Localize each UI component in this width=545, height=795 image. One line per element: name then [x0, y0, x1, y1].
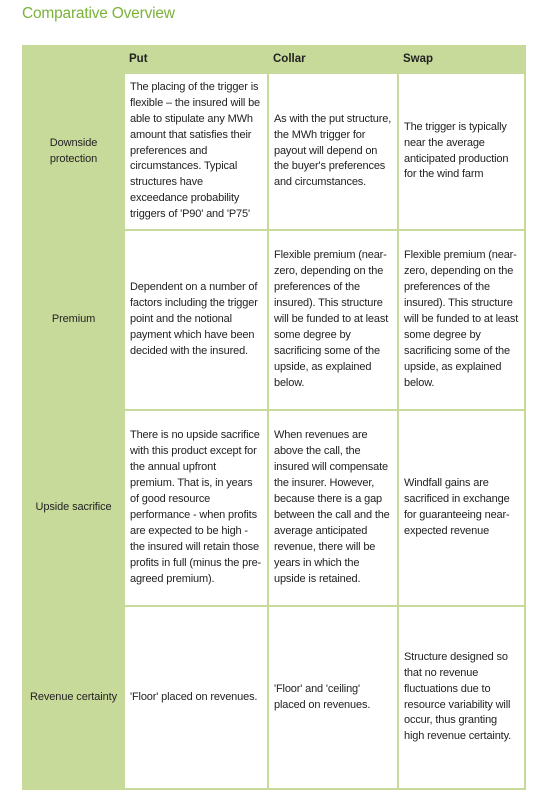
cell-collar-premium: Flexible premium (near-zero, depending on the preferences of the insured). This structure will be funded to at least some degree by sacrificing some of the upside, as explained below.: [268, 230, 398, 410]
cell-put-premium: Dependent on a number of factors including the trigger point and the notional payment which have been decided with the insured.: [124, 230, 268, 410]
table-row-downside-protection: [23, 73, 525, 230]
cell-swap-downside-protection: The trigger is typically near the average anticipated production for the wind farm: [398, 73, 525, 230]
cell-put-revenue-certainty: 'Floor' placed on revenues.: [124, 606, 268, 789]
table-row-revenue-certainty: [23, 606, 525, 789]
cell-collar-downside-protection: As with the put structure, the MWh trigger for payout will depend on the buyer's preferences and circumstances.: [268, 73, 398, 230]
table-row-upside-sacrifice: [23, 410, 525, 606]
column-header-put: Put: [129, 52, 148, 65]
cell-collar-revenue-certainty: 'Floor' and 'ceiling' placed on revenues.: [268, 606, 398, 789]
row-header-upside-sacrifice: Upside sacrifice: [35, 501, 112, 514]
cell-swap-premium: Flexible premium (near-zero, depending on the preferences of the insured). This structure will be funded to at least some degree by sacrificing some of the upside, as explained below.: [398, 230, 525, 410]
cell-put-downside-protection: The placing of the trigger is flexible – the insured will be able to stipulate any MWh amount that satisfies their preferences and circumstances. Typical structures have exceedance probability triggers of 'P90' and 'P75': [124, 73, 268, 230]
table-row-premium: [23, 230, 525, 410]
cell-collar-upside-sacrifice: When revenues are above the call, the insured will compensate the insurer. However, because there is a gap between the call and the average anticipated revenue, there will be years in which the upside is retained.: [268, 410, 398, 606]
row-header-revenue-certainty: Revenue certainty: [30, 690, 117, 703]
row-header-downside-protection: Downside protection: [49, 136, 98, 165]
column-header-swap: Swap: [403, 52, 434, 65]
page-title: Comparative Overview: [22, 5, 175, 22]
column-header-empty: [23, 46, 124, 73]
cell-put-upside-sacrifice: There is no upside sacrifice with this product except for the annual upfront premium. That is, in years of good resource performance - when profits are expected to be high - the insured will retain those profits in full (minus the pre-agreed premium).: [124, 410, 268, 606]
cell-swap-upside-sacrifice: Windfall gains are sacrificed in exchange for guaranteeing near-expected revenue: [398, 410, 525, 606]
column-header-collar: Collar: [273, 52, 306, 65]
table-header-row: [23, 46, 525, 73]
row-header-premium: Premium: [51, 313, 96, 326]
comparison-table: [22, 45, 526, 790]
cell-swap-revenue-certainty: Structure designed so that no revenue fluctuations due to resource variability will occur, thus granting high revenue certainty.: [398, 606, 525, 789]
